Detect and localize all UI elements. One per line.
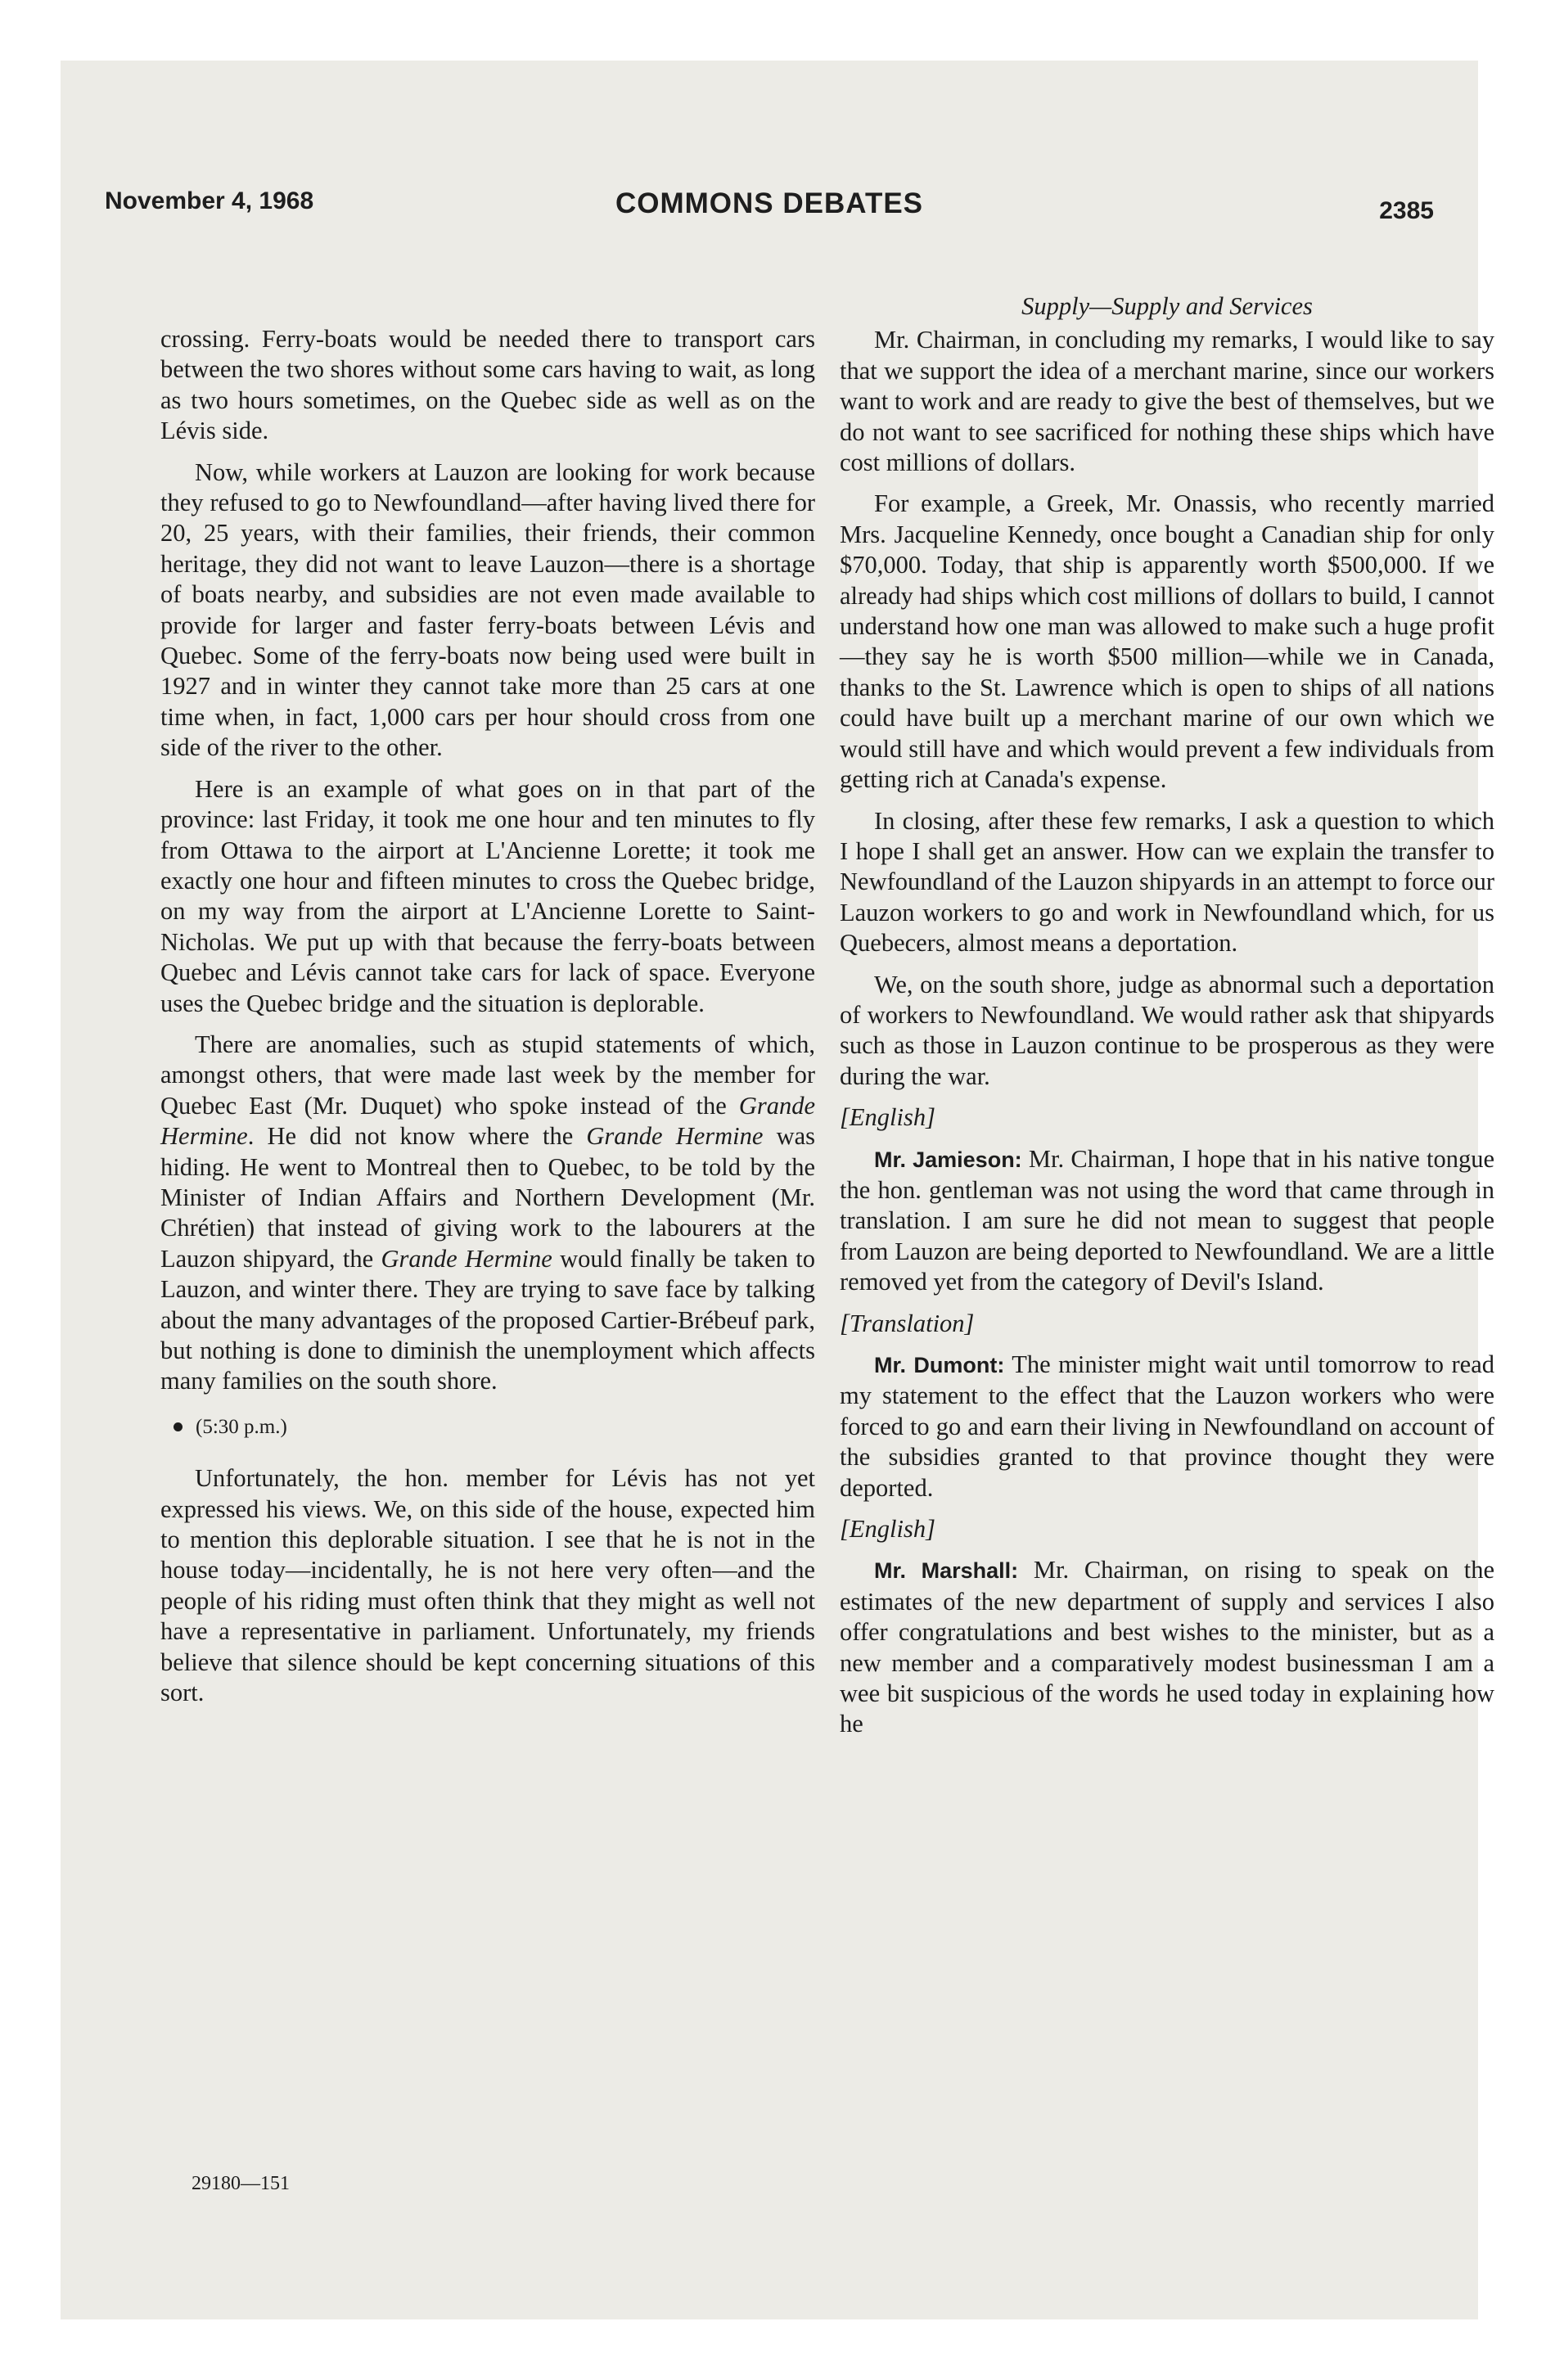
running-head: Supply—Supply and Services [1021, 292, 1313, 320]
paragraph-text: . He did not know where the [247, 1122, 587, 1151]
paragraph-text: There are anomalies, such as stupid statements of which, amongst others, that were made last week by the member for Quebec East (Mr. Duquet) who spoke instead of the [160, 1030, 815, 1120]
right-paragraph-1: Mr. Chairman, in concluding my remarks, I would like to say that we support the idea of a merchant marine, since our workers want to work and are ready to give the best of themselves, but we do not want to see sacrificed for nothing these ships which have cost millions of dollars. [840, 326, 1494, 477]
page-sheet [61, 61, 1494, 2319]
left-column [160, 324, 815, 1719]
left-paragraph-2: Now, while workers at Lauzon are looking for work because they refused to go to Newfoundland—after having lived there for 20, 25 years, with their families, their friends, their common heritage, they did not want to leave Lauzon—there is a shortage of boats nearby, and subsidies are not even made available to provide for larger and faster ferry-boats between Lévis and Quebec. Some of the ferry-boats now being used were built in 1927 and in winter they cannot take more than 25 cars at one time when, in fact, 1,000 cars per hour should cross from one side of the river to the other. [160, 458, 815, 762]
header-date: November 4, 1968 [105, 187, 314, 214]
speech-text: The minister might wait until tomorrow to read my statement to the effect that the Lauzon workers who were forced to go and earn their living in Newfoundland on account of the subsidies granted to that province thought they were deported. [840, 1350, 1494, 1502]
left-paragraph-5: Unfortunately, the hon. member for Lévis has not yet expressed his views. We, on this side of the house, expected him to mention this deplorable situation. I see that he is not in the house today—incidentally, he is not here very often—and the people of his riding must often think that they might as well not have a representative in parliament. Unfortunately, my friends believe that silence should be kept concerning situations of this sort. [160, 1464, 815, 1707]
speaker-name: Mr. Jamieson: [874, 1147, 1022, 1172]
speaker-name: Mr. Dumont: [874, 1353, 1005, 1377]
left-paragraph-3: Here is an example of what goes on in that part of the province: last Friday, it took me one hour and ten minutes to fly from Ottawa to the airport at L'Ancienne Lorette; it took me exactly one hour and fifteen minutes to cross the Quebec bridge, on my way from the airport at L'Ancienne Lorette to Saint-Nicholas. We put up with that because the ferry-boats between Quebec and Lévis cannot take cars for lack of space. Everyone uses the Quebec bridge and the situation is deplorable. [160, 774, 815, 1017]
speech-text: Mr. Chairman, I hope that in his native tongue the hon. gentleman was not using the word that came through in translation. I am sure he did not mean to suggest that people from Lauzon are being deported to Newfoundland. We are a little removed yet from the category of Devil's Island. [840, 1144, 1494, 1296]
speech-dumont [840, 1350, 1494, 1503]
ship-name: Grande Hermine [381, 1244, 552, 1273]
speaker-name: Mr. Marshall: [874, 1558, 1019, 1584]
language-tag-translation: [Translation] [840, 1309, 975, 1337]
speech-marshall [840, 1555, 1494, 1739]
ship-name: Grande Hermine [160, 1091, 815, 1151]
footer-print-code: 29180—151 [192, 2173, 290, 2194]
header-title: COMMONS DEBATES [615, 187, 924, 219]
right-paragraph-2: For example, a Greek, Mr. Onassis, who recently married Mrs. Jacqueline Kennedy, once bought a Canadian ship for only $70,000. Today, that ship is apparently worth $500,000. If we already had ships which cost millions of dollars to build, I cannot understand how one man was allowed to make such a huge profit—they say he is worth $500 million—while we in Canada, thanks to the St. Lawrence which is open to ships of all nations could have built up a merchant marine of our own which we would still have and which would prevent a few individuals from getting rich at Canada's expense. [840, 489, 1494, 794]
time-stamp-text: (5:30 p.m.) [196, 1415, 287, 1438]
bullet-icon [174, 1422, 183, 1431]
language-tag-english: [English] [840, 1515, 935, 1544]
paragraph-text: would finally be taken to Lauzon, and winter there. They are trying to save face by talking about the many advantages of the proposed Cartier-Brébeuf park, but nothing is done to diminish the unemployment which affects many families on the south shore. [160, 1244, 815, 1395]
left-paragraph-1: crossing. Ferry-boats would be needed there to transport cars between the two shores without some cars having to wait, as long as two hours sometimes, on the Quebec side as well as on the Lévis side. [160, 325, 815, 445]
language-tag-english: [English] [840, 1103, 935, 1132]
ship-name: Grande Hermine [586, 1122, 764, 1151]
right-paragraph-3: In closing, after these few remarks, I ask a question to which I hope I shall get an answer. How can we explain the transfer to Newfoundland of the Lauzon shipyards in an attempt to force our Lauzon workers to go and work in Newfoundland which, for us Quebecers, almost means a deportation. [840, 806, 1494, 958]
speech-text: Mr. Chairman, on rising to speak on the estimates of the new department of supply and services I also offer congratulations and best wishes to the minister, but as a new member and a comparatively modest businessman I am a wee bit suspicious of the words he used today in explaining how he [840, 1556, 1494, 1738]
right-column [840, 291, 1494, 1751]
time-stamp [160, 1412, 815, 1442]
header-page-number: 2385 [1379, 197, 1434, 224]
right-paragraph-4: We, on the south shore, judge as abnormal such a deportation of workers to Newfoundland. We would rather ask that shipyards such as those in Lauzon continue to be prosperous as they were during the war. [840, 970, 1494, 1090]
left-paragraph-4 [160, 1030, 815, 1397]
speech-jamieson [840, 1144, 1494, 1298]
page-header [105, 187, 1434, 237]
paragraph-text: was hiding. He went to Montreal then to Quebec, to be told by the Minister of Indian Affairs and Northern Development (Mr. Chrétien) that instead of giving work to the labourers at the Lauzon shipyard, the [160, 1122, 816, 1273]
